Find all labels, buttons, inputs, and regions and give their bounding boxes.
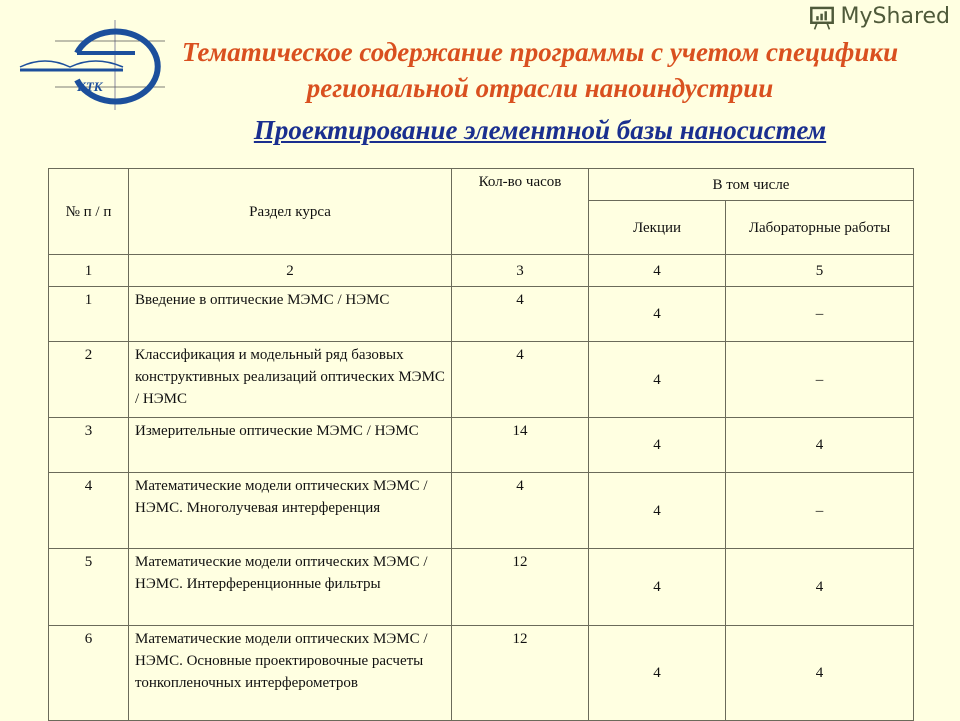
cell-hours: 12: [452, 549, 589, 626]
cell-hours: 4: [452, 287, 589, 342]
header-hours: Кол-во часов: [452, 169, 589, 255]
cell-hours: 4: [452, 342, 589, 418]
table-row: [49, 473, 914, 549]
presentation-icon: [808, 3, 836, 31]
page-title: Тематическое содержание программы с учетом специфики региональной отрасли наноиндустрии: [181, 37, 899, 103]
course-table: [48, 168, 914, 721]
cell-labs: 4: [726, 549, 914, 626]
cell-num: 5: [49, 549, 129, 626]
table-row: [49, 626, 914, 721]
cell-lectures: 4: [589, 342, 726, 418]
header-num: № п / п: [49, 169, 129, 255]
cell-section: Классификация и модельный ряд базовых конструктивных реализаций оптических МЭМС / НЭМС: [129, 342, 452, 418]
cell-hours: 12: [452, 626, 589, 721]
cell-num: 1: [49, 287, 129, 342]
header-including: В том числе: [589, 169, 914, 201]
cell-labs: –: [726, 287, 914, 342]
myshared-watermark: [808, 2, 950, 32]
cell-lectures: 4: [589, 473, 726, 549]
cell-section: Математические модели оптических МЭМС / НЭМС. Интерференционные фильтры: [129, 549, 452, 626]
column-number: 1: [49, 255, 129, 287]
cell-num: 4: [49, 473, 129, 549]
header-labs: Лабораторные работы: [726, 201, 914, 255]
page-subtitle: Проектирование элементной базы наносистем: [253, 115, 827, 145]
column-number: 4: [589, 255, 726, 287]
cell-labs: –: [726, 473, 914, 549]
cell-section: Математические модели оптических МЭМС / НЭМС. Многолучевая интерференция: [129, 473, 452, 549]
cell-section: Измерительные оптические МЭМС / НЭМС: [129, 418, 452, 473]
cell-lectures: 4: [589, 418, 726, 473]
column-numbers-row: [49, 255, 914, 287]
column-number: 5: [726, 255, 914, 287]
svg-text:КТК: КТК: [77, 79, 103, 94]
cell-hours: 14: [452, 418, 589, 473]
cell-lectures: 4: [589, 626, 726, 721]
column-number: 2: [129, 255, 452, 287]
cell-labs: –: [726, 342, 914, 418]
watermark-text: MyShared: [840, 4, 950, 29]
column-number: 3: [452, 255, 589, 287]
cell-lectures: 4: [589, 549, 726, 626]
cell-section: Введение в оптические МЭМС / НЭМС: [129, 287, 452, 342]
table-row: [49, 287, 914, 342]
ktk-logo: [15, 15, 165, 110]
table-row: [49, 342, 914, 418]
cell-labs: 4: [726, 626, 914, 721]
cell-num: 6: [49, 626, 129, 721]
cell-hours: 4: [452, 473, 589, 549]
header-section: Раздел курса: [129, 169, 452, 255]
cell-num: 3: [49, 418, 129, 473]
table-row: [49, 418, 914, 473]
cell-section: Математические модели оптических МЭМС / НЭМС. Основные проектировочные расчеты тонкопленочных интерферометров: [129, 626, 452, 721]
cell-num: 2: [49, 342, 129, 418]
cell-lectures: 4: [589, 287, 726, 342]
table-row: [49, 549, 914, 626]
cell-labs: 4: [726, 418, 914, 473]
header-lectures: Лекции: [589, 201, 726, 255]
